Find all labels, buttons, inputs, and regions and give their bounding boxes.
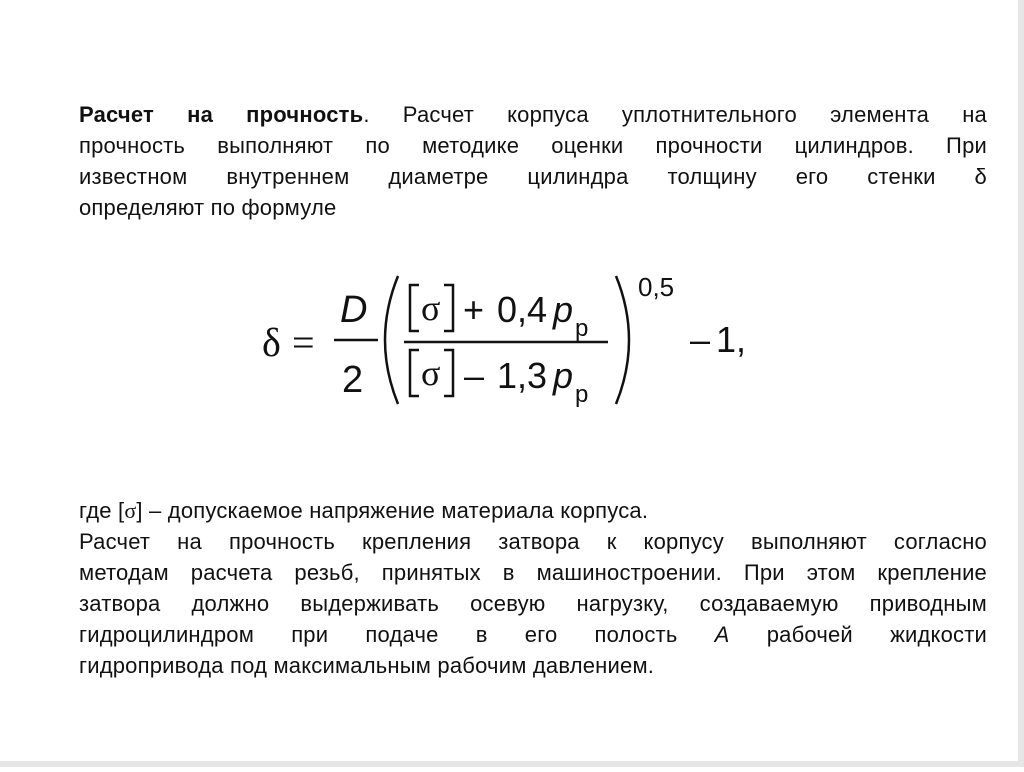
formula-left-paren	[385, 276, 398, 404]
formula-den-left-bracket	[410, 350, 419, 396]
slide-shadow-bottom	[0, 761, 1024, 767]
formula-den-minus: –	[464, 355, 485, 396]
formula-lhs-delta: δ	[262, 320, 281, 365]
explain-line-4: затвора должно выдерживать осевую нагрузку, создаваемую приводным	[79, 591, 987, 616]
intro-line-1: Расчет на прочность. Расчет корпуса уплотнительного элемента на	[79, 102, 987, 127]
formula-num-plus: +	[463, 289, 485, 330]
formula-num-right-bracket	[444, 285, 453, 331]
explain-line-6: гидропривода под максимальным рабочим давлением.	[79, 653, 655, 678]
formula-den-right-bracket	[444, 350, 453, 396]
explanation-paragraph	[79, 495, 987, 681]
explain-line-3: методам расчета резьб, принятых в машиностроении. При этом крепление	[79, 560, 987, 585]
formula-den-coefficient: 1,3	[497, 355, 548, 396]
section-title: Расчет на прочность	[79, 102, 364, 127]
formula-num-pressure-p: p	[553, 289, 574, 330]
formula-num-subscript: p	[575, 315, 589, 342]
formula-equals-sign: =	[292, 320, 315, 365]
explain-line-5: гидроцилиндром при подаче в его полость А рабочей жидкости	[79, 622, 987, 647]
intro-line-2: прочность выполняют по методике оценки прочности цилиндров. При	[79, 133, 987, 158]
explain-line-1: где [σ] – допускаемое напряжение материала корпуса.	[79, 498, 649, 523]
formula-den-subscript: p	[575, 381, 589, 408]
formula-tail-one: 1,	[716, 319, 747, 360]
sigma-symbol: σ	[124, 498, 137, 523]
formula-den-pressure-p: p	[553, 355, 574, 396]
formula-tail-minus: –	[690, 319, 711, 360]
cavity-label-A: А	[714, 622, 730, 647]
slide-shadow-right	[1018, 0, 1024, 767]
formula-num-sigma: σ	[421, 288, 441, 328]
formula-right-paren	[616, 276, 629, 404]
formula-denominator-two: 2	[342, 359, 364, 401]
formula-num-coefficient: 0,4	[497, 289, 548, 330]
formula-diameter-D: D	[340, 289, 368, 331]
explain-line-2: Расчет на прочность крепления затвора к корпусу выполняют согласно	[79, 529, 987, 554]
formula-exponent: 0,5	[638, 272, 675, 302]
formula-num-left-bracket	[410, 285, 419, 331]
intro-paragraph	[79, 99, 987, 223]
intro-line-4: определяют по формуле	[79, 195, 337, 220]
intro-line-3: известном внутреннем диаметре цилиндра толщину его стенки δ	[79, 164, 987, 189]
formula-den-sigma: σ	[421, 353, 441, 393]
